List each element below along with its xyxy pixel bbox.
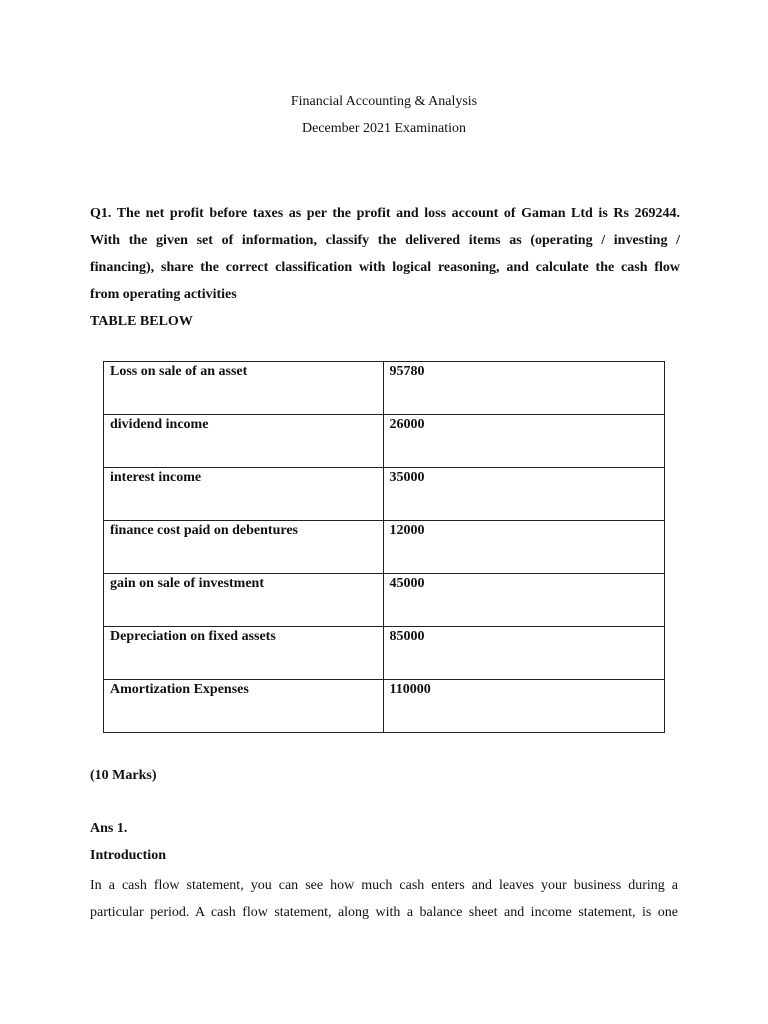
table-cell-item: gain on sale of investment xyxy=(104,574,384,627)
body-line: In a cash flow statement, you can see how much cash enters and leaves your business during a xyxy=(90,878,678,893)
question-text xyxy=(90,200,680,335)
answer-label: Ans 1. xyxy=(90,821,128,836)
table-cell-item: finance cost paid on debentures xyxy=(104,521,384,574)
question-line: financing), share the correct classification with logical reasoning, and calculate the cash flow xyxy=(90,260,680,275)
table-row xyxy=(104,415,665,468)
table-cell-amount: 35000 xyxy=(383,468,664,521)
table-cell-amount: 95780 xyxy=(383,362,664,415)
table-cell-item: interest income xyxy=(104,468,384,521)
table-below-label: TABLE BELOW xyxy=(90,314,193,329)
table-row xyxy=(104,574,665,627)
data-table xyxy=(103,361,665,733)
table-cell-amount: 12000 xyxy=(383,521,664,574)
table-cell-amount: 85000 xyxy=(383,627,664,680)
table-cell-amount: 110000 xyxy=(383,680,664,733)
data-table-container xyxy=(103,361,665,733)
table-row xyxy=(104,627,665,680)
introduction-heading: Introduction xyxy=(90,848,166,863)
table-cell-item: Amortization Expenses xyxy=(104,680,384,733)
body-line: particular period. A cash flow statement, along with a balance sheet and income statement, is one xyxy=(90,905,678,920)
table-cell-item: dividend income xyxy=(104,415,384,468)
introduction-body xyxy=(90,872,678,926)
table-row xyxy=(104,468,665,521)
document-subtitle: December 2021 Examination xyxy=(301,121,467,136)
question-line: Q1. The net profit before taxes as per the profit and loss account of Gaman Ltd is Rs 269244. xyxy=(90,206,680,221)
table-row xyxy=(104,521,665,574)
table-cell-item: Depreciation on fixed assets xyxy=(104,627,384,680)
question-line: from operating activities xyxy=(90,287,237,302)
table-cell-amount: 26000 xyxy=(383,415,664,468)
table-cell-item: Loss on sale of an asset xyxy=(104,362,384,415)
question-line: With the given set of information, classify the delivered items as (operating / investing / xyxy=(90,233,680,248)
marks-label: (10 Marks) xyxy=(90,768,157,783)
document-title: Financial Accounting & Analysis xyxy=(290,94,478,109)
table-cell-amount: 45000 xyxy=(383,574,664,627)
table-row xyxy=(104,362,665,415)
table-row xyxy=(104,680,665,733)
